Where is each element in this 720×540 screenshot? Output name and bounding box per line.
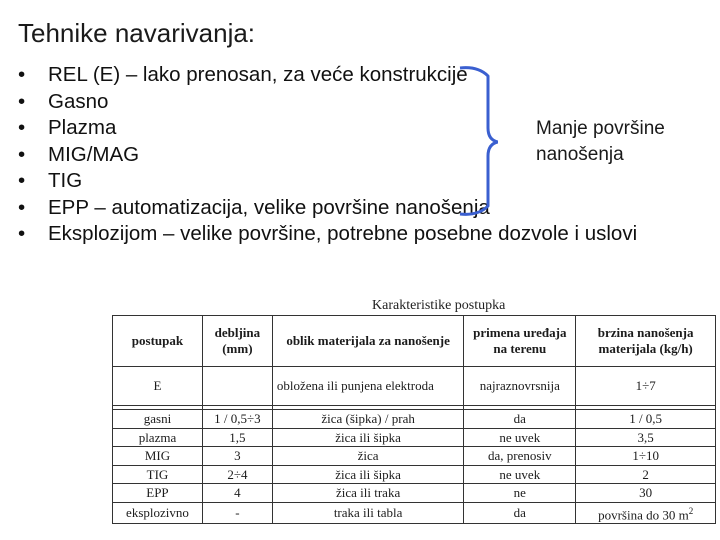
- bullet-text: Gasno: [48, 89, 109, 113]
- bullet-item: [18, 168, 658, 195]
- table-cell: 1,5: [202, 428, 272, 447]
- bullet-text: EPP – automatizacija, velike površine nanošenja: [48, 195, 490, 219]
- table-cell: [202, 367, 272, 406]
- table-cell: ne: [464, 484, 576, 503]
- table-cell: žica ili šipka: [272, 465, 464, 484]
- table-cell: -: [202, 502, 272, 523]
- table-row: [113, 410, 716, 429]
- table-cell: TIG: [113, 465, 203, 484]
- bullet-text: REL (E) – lako prenosan, za veće konstrukcije: [48, 63, 468, 86]
- table-cell: ne uvek: [464, 428, 576, 447]
- table-cell: 1 / 0,5÷3: [202, 410, 272, 429]
- table-row: [113, 367, 716, 406]
- table-cell: eksplozivno: [113, 502, 203, 523]
- table-row: [113, 447, 716, 466]
- side-note: [536, 116, 665, 168]
- process-table-image: [110, 297, 718, 533]
- process-characteristics-table: [112, 315, 716, 524]
- table-cell: da: [464, 502, 576, 523]
- table-cell: EPP: [113, 484, 203, 503]
- table-cell: traka ili tabla: [272, 502, 464, 523]
- unit-superscript: 2: [688, 505, 694, 516]
- table-row: [113, 502, 716, 523]
- table-cell: E: [113, 367, 203, 406]
- bullet-text: MIG/MAG: [48, 142, 140, 166]
- column-header: postupak: [113, 316, 203, 367]
- bullet-dot-icon: •: [18, 63, 26, 86]
- slide-title: Tehnike navarivanja:: [18, 18, 256, 48]
- table-cell: žica ili traka: [272, 484, 464, 503]
- table-cell: gasni: [113, 410, 203, 429]
- column-header: primena uređaja na terenu: [464, 316, 576, 367]
- side-note-line: nanošenja: [536, 144, 624, 165]
- table-cell: 1 / 0,5: [576, 410, 716, 429]
- table-cell: žica: [272, 447, 464, 466]
- table-cell: da, prenosiv: [464, 447, 576, 466]
- table-cell: 3,5: [576, 428, 716, 447]
- right-bracket-icon: [458, 66, 498, 216]
- bullet-dot-icon: •: [18, 222, 26, 245]
- table-cell: 3: [202, 447, 272, 466]
- table-row: [113, 484, 716, 503]
- bullet-dot-icon: •: [18, 116, 26, 139]
- column-header: brzina nanošenja materijala (kg/h): [576, 316, 716, 367]
- side-note-line: Manje površine: [536, 118, 665, 139]
- table-cell: [576, 502, 716, 523]
- bullet-dot-icon: •: [18, 89, 26, 113]
- bullet-item: [18, 62, 658, 89]
- table-cell: 4: [202, 484, 272, 503]
- bullet-item: [18, 221, 658, 248]
- table-cell: 2: [576, 465, 716, 484]
- table-cell: žica (šipka) / prah: [272, 410, 464, 429]
- table-cell: žica ili šipka: [272, 428, 464, 447]
- table-cell: 1÷7: [576, 367, 716, 406]
- bullet-dot-icon: •: [18, 195, 26, 219]
- bullet-dot-icon: •: [18, 169, 26, 192]
- bullet-item: [18, 89, 658, 116]
- table-row: [113, 465, 716, 484]
- table-row: [113, 428, 716, 447]
- table-cell: 2÷4: [202, 465, 272, 484]
- table-cell: 30: [576, 484, 716, 503]
- bullet-text: Plazma: [48, 116, 117, 139]
- bullet-dot-icon: •: [18, 142, 26, 166]
- table-cell: ne uvek: [464, 465, 576, 484]
- cell-text: površina do 30 m: [598, 506, 689, 522]
- bullet-text: Eksplozijom – velike površine, potrebne posebne dozvole i uslovi: [48, 222, 638, 245]
- column-header: debljina (mm): [202, 316, 272, 367]
- column-header: oblik materijala za nanošenje: [272, 316, 464, 367]
- table-cell: plazma: [113, 428, 203, 447]
- table-cell: da: [464, 410, 576, 429]
- table-cell: 1÷10: [576, 447, 716, 466]
- table-header-row: [113, 316, 716, 367]
- table-cell: obložena ili punjena elektroda: [272, 367, 464, 406]
- bullet-text: TIG: [48, 169, 83, 192]
- table-cell: najraznovrsnija: [464, 367, 576, 406]
- bullet-item: [18, 195, 658, 222]
- table-title: Karakteristike postupka: [372, 298, 506, 313]
- table-cell: MIG: [113, 447, 203, 466]
